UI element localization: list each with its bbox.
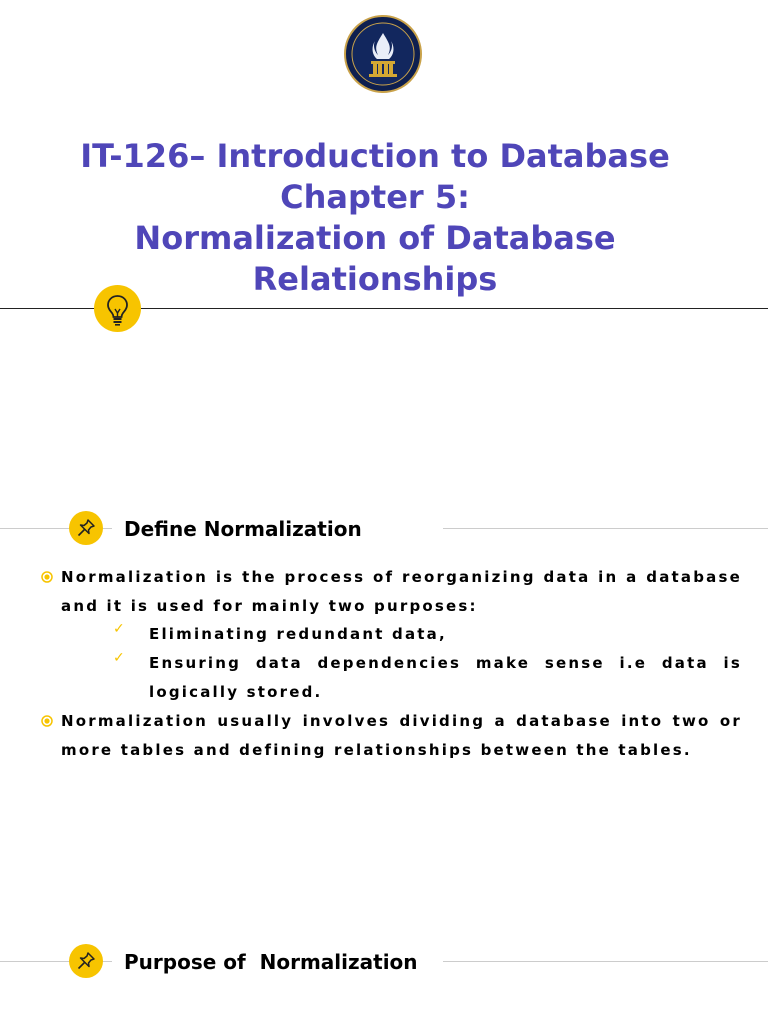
lightbulb-icon	[94, 285, 141, 332]
circle-bullet-icon	[41, 571, 53, 583]
subitem-text: Ensuring data dependencies make sense i.e data is logically stored.	[149, 654, 742, 701]
circle-bullet-icon	[41, 715, 53, 727]
title-line-3: Normalization of Database	[134, 219, 616, 257]
title-line-2: Chapter 5:	[280, 178, 470, 216]
section-rule-right	[443, 961, 768, 962]
bullet-text: Normalization usually involves dividing a database into two or more tables and defining relationships between the tables.	[61, 712, 742, 759]
bullet-text: Normalization is the process of reorganizing data in a database and it is used for mainly two purposes:	[61, 568, 742, 615]
lightbulb-badge	[94, 285, 141, 332]
section-rule-right	[443, 528, 768, 529]
section-heading-define: Define Normalization	[124, 517, 362, 541]
title-line-4: Relationships	[252, 260, 498, 298]
checkmark-icon: ✓	[113, 621, 125, 637]
university-seal-icon	[344, 15, 422, 93]
university-logo	[344, 15, 422, 93]
title-line-1: IT-126– Introduction to Database	[80, 137, 670, 175]
pushpin-badge	[69, 511, 103, 545]
pushpin-icon	[69, 511, 103, 545]
subitem-text: Eliminating redundant data,	[149, 625, 447, 643]
pushpin-badge	[69, 944, 103, 978]
section-heading-purpose: Purpose of Normalization	[124, 950, 418, 974]
pushpin-icon	[69, 944, 103, 978]
page-title	[0, 136, 750, 300]
checkmark-icon: ✓	[113, 650, 125, 666]
